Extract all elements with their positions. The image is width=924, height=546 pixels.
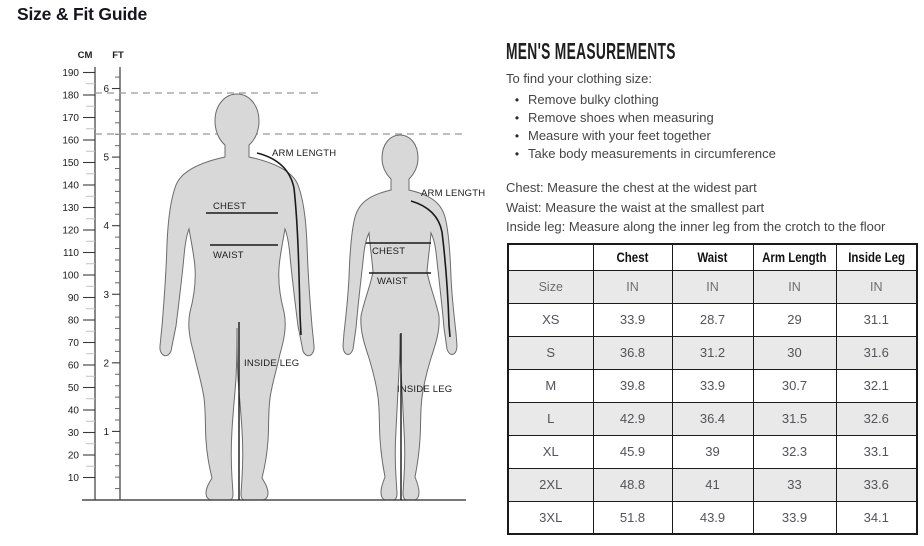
cm-tick-label: 90 (67, 293, 79, 304)
value-cell: 31.6 (836, 336, 917, 369)
value-cell: 33.1 (836, 435, 917, 468)
value-cell: 51.8 (593, 501, 672, 534)
instruction-text: Take body measurements in circumference (528, 146, 776, 161)
value-cell: 33 (753, 468, 836, 501)
ft-tick-label: 4 (103, 221, 109, 233)
value-cell: 31.5 (753, 402, 836, 435)
cm-tick-label: 170 (62, 113, 79, 124)
column-header-text: Inside Leg (847, 249, 905, 266)
value-cell: 36.8 (593, 336, 672, 369)
value-cell: 33.6 (836, 468, 917, 501)
table-row (508, 303, 917, 336)
cm-tick-label: 160 (62, 135, 79, 147)
value-cell: 48.8 (593, 468, 672, 501)
table-row (508, 369, 917, 402)
size-cell: M (508, 369, 593, 402)
size-cell: 2XL (508, 468, 593, 501)
value-cell: 31.1 (836, 303, 917, 336)
value-cell: 42.9 (593, 402, 672, 435)
bullet-dot: • (514, 93, 520, 107)
cm-tick-label: 80 (67, 315, 79, 327)
value-cell: 32.3 (753, 435, 836, 468)
column-header-text: Chest (616, 249, 649, 266)
panel-heading: MEN'S MEASUREMENTS (506, 38, 676, 64)
female-inside-leg-label: INSIDE LEG (397, 384, 453, 395)
column-header (836, 244, 917, 270)
ft-tick-label: 1 (103, 426, 109, 438)
panel-intro: To find your clothing size: (506, 71, 652, 86)
ft-tick-label: 6 (103, 84, 109, 96)
instruction-text: Remove bulky clothing (528, 92, 659, 107)
column-header (753, 244, 836, 270)
value-cell: 33.9 (593, 303, 672, 336)
cm-tick-label: 130 (62, 203, 79, 214)
cm-tick-label: 180 (62, 90, 79, 102)
size-table (507, 243, 918, 535)
female-arm-length-label: ARM LENGTH (421, 188, 486, 199)
female-chest-label: CHEST (372, 246, 406, 257)
column-header (508, 244, 593, 270)
value-cell: 32.6 (836, 402, 917, 435)
cm-tick-label: 70 (67, 338, 79, 349)
value-cell: 43.9 (672, 501, 753, 534)
instruction-item (506, 91, 918, 109)
cm-tick-label: 100 (62, 270, 79, 282)
table-header-row (508, 244, 917, 270)
measurement-notes (506, 178, 918, 237)
table-row (508, 336, 917, 369)
size-cell: 3XL (508, 501, 593, 534)
table-row (508, 435, 917, 468)
value-cell: 31.2 (672, 336, 753, 369)
ft-tick-label: 2 (103, 358, 109, 370)
unit-row (508, 270, 917, 303)
bullet-dot: • (514, 147, 520, 161)
instruction-item (506, 145, 918, 163)
instruction-list (506, 91, 918, 163)
value-cell: 39.8 (593, 369, 672, 402)
value-cell: 41 (672, 468, 753, 501)
cm-tick-label: 40 (67, 405, 79, 417)
value-cell: 36.4 (672, 402, 753, 435)
male-waist-label: WAIST (213, 250, 244, 261)
table-row (508, 402, 917, 435)
instruction-item (506, 109, 918, 127)
size-cell: S (508, 336, 593, 369)
value-cell: 34.1 (836, 501, 917, 534)
cm-tick-label: 20 (67, 450, 79, 462)
table-row (508, 468, 917, 501)
ft-scale-label: FT (112, 50, 124, 61)
ruler-ticks (62, 68, 120, 489)
male-arm-length-label: ARM LENGTH (272, 148, 337, 159)
cm-tick-label: 150 (62, 158, 79, 169)
table-row (508, 501, 917, 534)
size-cell: XL (508, 435, 593, 468)
cm-tick-label: 60 (67, 360, 79, 372)
unit-cell: IN (836, 270, 917, 303)
size-cell: L (508, 402, 593, 435)
measurement-note: Chest: Measure the chest at the widest part (506, 180, 757, 195)
cm-tick-label: 110 (63, 248, 79, 259)
value-cell: 30.7 (753, 369, 836, 402)
male-inside-leg-label: INSIDE LEG (244, 358, 300, 369)
cm-scale-label: CM (77, 50, 93, 61)
measurement-note: Inside leg: Measure along the inner leg from the crotch to the floor (506, 219, 886, 234)
cm-tick-label: 30 (67, 428, 79, 439)
value-cell: 30 (753, 336, 836, 369)
column-header (593, 244, 672, 270)
cm-tick-label: 140 (62, 180, 79, 192)
page-title: Size & Fit Guide (17, 4, 148, 24)
instruction-text: Measure with your feet together (528, 128, 711, 143)
value-cell: 32.1 (836, 369, 917, 402)
column-header (672, 244, 753, 270)
measurements-panel (506, 38, 918, 237)
ft-tick-label: 5 (103, 152, 109, 164)
measurement-diagram (0, 30, 500, 546)
value-cell: 29 (753, 303, 836, 336)
female-waist-label: WAIST (377, 276, 408, 287)
unit-cell: IN (672, 270, 753, 303)
value-cell: 45.9 (593, 435, 672, 468)
cm-tick-label: 10 (67, 473, 79, 484)
unit-cell: IN (593, 270, 672, 303)
cm-tick-label: 190 (62, 68, 79, 79)
column-header-text: Arm Length (762, 249, 827, 266)
instruction-item (506, 127, 918, 145)
instruction-text: Remove shoes when measuring (528, 110, 714, 125)
male-chest-label: CHEST (213, 201, 247, 212)
value-cell: 28.7 (672, 303, 753, 336)
value-cell: 33.9 (672, 369, 753, 402)
bullet-dot: • (514, 111, 520, 125)
ft-tick-label: 3 (103, 289, 109, 301)
size-cell: XS (508, 303, 593, 336)
value-cell: 39 (672, 435, 753, 468)
size-label-cell: Size (508, 270, 593, 303)
bullet-dot: • (514, 129, 520, 143)
cm-tick-label: 50 (67, 383, 79, 394)
value-cell: 33.9 (753, 501, 836, 534)
measurement-note: Waist: Measure the waist at the smallest part (506, 199, 765, 215)
column-header-text: Waist (697, 249, 728, 266)
unit-cell: IN (753, 270, 836, 303)
cm-tick-label: 120 (62, 225, 79, 237)
